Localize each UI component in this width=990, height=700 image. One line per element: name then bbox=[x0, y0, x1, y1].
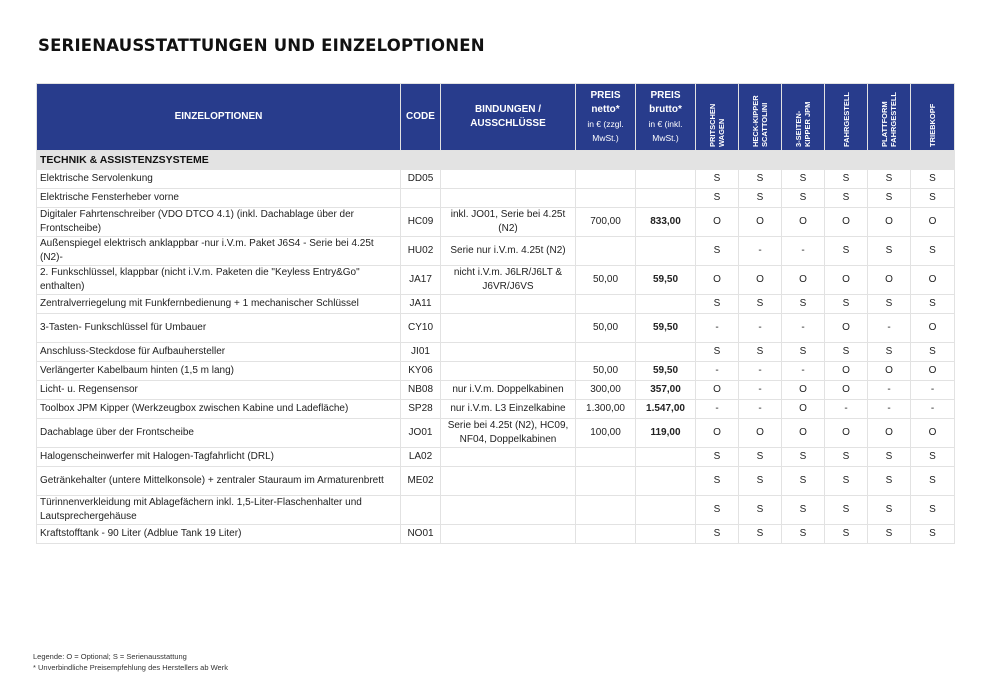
table-row bbox=[37, 208, 955, 237]
availability-cell: S bbox=[868, 467, 911, 496]
code-cell: HU02 bbox=[401, 237, 441, 266]
column-header-preis-netto bbox=[576, 84, 636, 151]
preis-brutto-cell bbox=[636, 496, 696, 525]
bindungen-cell: Serie bei 4.25t (N2), HC09, NF04, Doppelkabinen bbox=[441, 419, 576, 448]
availability-cell: S bbox=[782, 467, 825, 496]
availability-cell: S bbox=[782, 170, 825, 189]
availability-cell: O bbox=[911, 314, 955, 343]
availability-cell: S bbox=[868, 525, 911, 544]
availability-cell: S bbox=[911, 448, 955, 467]
preis-brutto-cell bbox=[636, 295, 696, 314]
table-row bbox=[37, 362, 955, 381]
table-row bbox=[37, 266, 955, 295]
availability-cell: S bbox=[911, 170, 955, 189]
preis-netto-cell bbox=[576, 295, 636, 314]
availability-cell: O bbox=[911, 266, 955, 295]
table-header-row bbox=[37, 84, 955, 151]
table-row bbox=[37, 343, 955, 362]
option-name-cell: Türinnenverkleidung mit Ablagefächern inkl. 1,5-Liter-Flaschenhalter und Lautsprechergehäuse bbox=[37, 496, 401, 525]
option-name-cell: Elektrische Fensterheber vorne bbox=[37, 189, 401, 208]
code-cell bbox=[401, 189, 441, 208]
table-row bbox=[37, 400, 955, 419]
availability-cell: O bbox=[868, 266, 911, 295]
column-header-einzeloptionen: EINZELOPTIONEN bbox=[37, 84, 401, 151]
legend-line: Legende: O = Optional; S = Serienausstattung bbox=[33, 652, 187, 661]
availability-cell: S bbox=[696, 525, 739, 544]
option-name-cell: Digitaler Fahrtenschreiber (VDO DTCO 4.1) (inkl. Dachablage über der Frontscheibe) bbox=[37, 208, 401, 237]
footnote-line: * Unverbindliche Preisempfehlung des Herstellers ab Werk bbox=[33, 663, 228, 672]
availability-cell: - bbox=[868, 314, 911, 343]
bindungen-cell bbox=[441, 525, 576, 544]
preis-brutto-cell bbox=[636, 343, 696, 362]
availability-cell: S bbox=[739, 170, 782, 189]
preis-brutto-cell bbox=[636, 237, 696, 266]
availability-cell: O bbox=[825, 266, 868, 295]
preis-netto-cell: 300,00 bbox=[576, 381, 636, 400]
variant-label: TRIEBKOPF bbox=[928, 103, 937, 147]
availability-cell: - bbox=[739, 314, 782, 343]
availability-cell: S bbox=[868, 237, 911, 266]
availability-cell: - bbox=[696, 400, 739, 419]
section-title: TECHNIK & ASSISTENZSYSTEME bbox=[37, 151, 955, 170]
code-cell: JI01 bbox=[401, 343, 441, 362]
preis-brutto-cell bbox=[636, 170, 696, 189]
availability-cell: S bbox=[911, 237, 955, 266]
preis-netto-cell: 50,00 bbox=[576, 314, 636, 343]
option-name-cell: Zentralverriegelung mit Funkfernbedienung + 1 mechanischer Schlüssel bbox=[37, 295, 401, 314]
preis-netto-cell bbox=[576, 237, 636, 266]
preis-brutto-cell: 1.547,00 bbox=[636, 400, 696, 419]
preis-netto-cell: 50,00 bbox=[576, 266, 636, 295]
code-cell: LA02 bbox=[401, 448, 441, 467]
availability-cell: S bbox=[825, 525, 868, 544]
availability-cell: O bbox=[696, 381, 739, 400]
code-cell: NO01 bbox=[401, 525, 441, 544]
table-row bbox=[37, 448, 955, 467]
availability-cell: - bbox=[739, 237, 782, 266]
availability-cell: S bbox=[825, 448, 868, 467]
variant-label: PRITSCHEN WAGEN bbox=[708, 103, 726, 147]
availability-cell: S bbox=[911, 496, 955, 525]
availability-cell: - bbox=[739, 381, 782, 400]
preis-brutto-cell: 59,50 bbox=[636, 362, 696, 381]
preis-brutto-cell: 59,50 bbox=[636, 266, 696, 295]
availability-cell: O bbox=[739, 419, 782, 448]
availability-cell: S bbox=[739, 295, 782, 314]
preis-brutto-cell: 357,00 bbox=[636, 381, 696, 400]
availability-cell: S bbox=[696, 237, 739, 266]
availability-cell: O bbox=[868, 208, 911, 237]
code-cell: JA17 bbox=[401, 266, 441, 295]
section-row bbox=[37, 151, 955, 170]
table-row bbox=[37, 381, 955, 400]
column-header-bindungen: BINDUNGEN / AUSSCHLÜSSE bbox=[441, 84, 576, 151]
availability-cell: S bbox=[696, 448, 739, 467]
availability-cell: S bbox=[696, 295, 739, 314]
availability-cell: S bbox=[825, 237, 868, 266]
option-name-cell: Halogenscheinwerfer mit Halogen-Tagfahrlicht (DRL) bbox=[37, 448, 401, 467]
option-name-cell: 3-Tasten- Funkschlüssel für Umbauer bbox=[37, 314, 401, 343]
code-cell: JO01 bbox=[401, 419, 441, 448]
availability-cell: S bbox=[696, 189, 739, 208]
availability-cell: S bbox=[696, 467, 739, 496]
code-cell: KY06 bbox=[401, 362, 441, 381]
column-header-triebkopf bbox=[911, 84, 955, 151]
code-cell: HC09 bbox=[401, 208, 441, 237]
availability-cell: O bbox=[739, 208, 782, 237]
option-name-cell: Getränkehalter (untere Mittelkonsole) + zentraler Stauraum im Armaturenbrett bbox=[37, 467, 401, 496]
code-cell: NB08 bbox=[401, 381, 441, 400]
bindungen-cell bbox=[441, 496, 576, 525]
availability-cell: O bbox=[696, 208, 739, 237]
bindungen-cell bbox=[441, 362, 576, 381]
table-row bbox=[37, 467, 955, 496]
preis-netto-cell bbox=[576, 170, 636, 189]
availability-cell: O bbox=[782, 381, 825, 400]
variant-label: FAHRGESTELL bbox=[841, 91, 851, 147]
column-header-code: CODE bbox=[401, 84, 441, 151]
availability-cell: O bbox=[825, 208, 868, 237]
availability-cell: S bbox=[782, 295, 825, 314]
option-name-cell: Verlängerter Kabelbaum hinten (1,5 m lang) bbox=[37, 362, 401, 381]
bindungen-cell bbox=[441, 189, 576, 208]
option-name-cell: Licht- u. Regensensor bbox=[37, 381, 401, 400]
column-header-pritschenwagen bbox=[696, 84, 739, 151]
availability-cell: S bbox=[739, 448, 782, 467]
availability-cell: O bbox=[868, 362, 911, 381]
availability-cell: S bbox=[868, 448, 911, 467]
bindungen-cell: inkl. JO01, Serie bei 4.25t (N2) bbox=[441, 208, 576, 237]
availability-cell: O bbox=[825, 381, 868, 400]
availability-cell: S bbox=[739, 189, 782, 208]
code-cell: CY10 bbox=[401, 314, 441, 343]
preis-netto-cell bbox=[576, 467, 636, 496]
availability-cell: - bbox=[739, 400, 782, 419]
column-header-heck-kipper bbox=[739, 84, 782, 151]
availability-cell: O bbox=[825, 419, 868, 448]
availability-cell: O bbox=[739, 266, 782, 295]
column-header-preis-brutto bbox=[636, 84, 696, 151]
preis-netto-sub: in € (zzgl. MwSt.) bbox=[587, 119, 624, 143]
table-row bbox=[37, 189, 955, 208]
availability-cell: - bbox=[868, 381, 911, 400]
preis-netto-cell: 100,00 bbox=[576, 419, 636, 448]
bindungen-cell bbox=[441, 448, 576, 467]
availability-cell: S bbox=[825, 343, 868, 362]
availability-cell: S bbox=[782, 448, 825, 467]
availability-cell: S bbox=[739, 496, 782, 525]
table-row bbox=[37, 496, 955, 525]
option-name-cell: 2. Funkschlüssel, klappbar (nicht i.V.m. Paketen die "Keyless Entry&Go" enthalten) bbox=[37, 266, 401, 295]
preis-brutto-sub: in € (inkl. MwSt.) bbox=[648, 119, 683, 143]
options-table bbox=[36, 83, 955, 544]
availability-cell: S bbox=[782, 189, 825, 208]
availability-cell: - bbox=[911, 400, 955, 419]
bindungen-cell bbox=[441, 314, 576, 343]
preis-netto-cell: 700,00 bbox=[576, 208, 636, 237]
availability-cell: S bbox=[696, 343, 739, 362]
bindungen-cell: nicht i.V.m. J6LR/J6LT & J6VR/J6VS bbox=[441, 266, 576, 295]
bindungen-cell bbox=[441, 295, 576, 314]
variant-label: 3-SEITEN- KIPPER JPM bbox=[794, 101, 812, 147]
availability-cell: O bbox=[782, 419, 825, 448]
preis-brutto-cell: 833,00 bbox=[636, 208, 696, 237]
availability-cell: O bbox=[696, 266, 739, 295]
preis-brutto-cell bbox=[636, 525, 696, 544]
availability-cell: - bbox=[868, 400, 911, 419]
availability-cell: S bbox=[782, 496, 825, 525]
preis-netto-label: PREIS netto* bbox=[590, 90, 621, 115]
availability-cell: O bbox=[825, 362, 868, 381]
availability-cell: S bbox=[825, 467, 868, 496]
preis-brutto-cell: 119,00 bbox=[636, 419, 696, 448]
option-name-cell: Kraftstofftank - 90 Liter (Adblue Tank 19 Liter) bbox=[37, 525, 401, 544]
page-title: SERIENAUSSTATTUNGEN UND EINZELOPTIONEN bbox=[38, 36, 485, 55]
column-header-plattform-fahrgestell bbox=[868, 84, 911, 151]
availability-cell: S bbox=[825, 170, 868, 189]
preis-netto-cell bbox=[576, 343, 636, 362]
preis-netto-cell bbox=[576, 525, 636, 544]
availability-cell: S bbox=[739, 467, 782, 496]
availability-cell: S bbox=[825, 189, 868, 208]
preis-brutto-cell bbox=[636, 448, 696, 467]
variant-label: PLATTFORM FAHRGESTELL bbox=[880, 91, 898, 147]
availability-cell: S bbox=[782, 525, 825, 544]
availability-cell: S bbox=[739, 525, 782, 544]
availability-cell: S bbox=[739, 343, 782, 362]
option-name-cell: Anschluss-Steckdose für Aufbauhersteller bbox=[37, 343, 401, 362]
availability-cell: S bbox=[868, 343, 911, 362]
preis-brutto-cell: 59,50 bbox=[636, 314, 696, 343]
variant-label: HECK-KIPPER SCATTOLINI bbox=[751, 95, 769, 147]
code-cell: DD05 bbox=[401, 170, 441, 189]
preis-netto-cell: 1.300,00 bbox=[576, 400, 636, 419]
option-name-cell: Dachablage über der Frontscheibe bbox=[37, 419, 401, 448]
availability-cell: O bbox=[782, 266, 825, 295]
option-name-cell: Elektrische Servolenkung bbox=[37, 170, 401, 189]
code-cell: ME02 bbox=[401, 467, 441, 496]
availability-cell: S bbox=[696, 170, 739, 189]
availability-cell: O bbox=[782, 400, 825, 419]
table-row bbox=[37, 525, 955, 544]
preis-netto-cell bbox=[576, 448, 636, 467]
availability-cell: S bbox=[868, 170, 911, 189]
availability-cell: O bbox=[868, 419, 911, 448]
preis-netto-cell bbox=[576, 189, 636, 208]
legend bbox=[33, 651, 228, 673]
table-row bbox=[37, 237, 955, 266]
availability-cell: - bbox=[782, 314, 825, 343]
bindungen-cell bbox=[441, 170, 576, 189]
availability-cell: - bbox=[911, 381, 955, 400]
availability-cell: - bbox=[782, 237, 825, 266]
code-cell: SP28 bbox=[401, 400, 441, 419]
availability-cell: O bbox=[782, 208, 825, 237]
availability-cell: S bbox=[696, 496, 739, 525]
table-row bbox=[37, 314, 955, 343]
bindungen-cell: nur i.V.m. Doppelkabinen bbox=[441, 381, 576, 400]
availability-cell: - bbox=[696, 362, 739, 381]
preis-brutto-cell bbox=[636, 189, 696, 208]
table-row bbox=[37, 295, 955, 314]
column-header-fahrgestell bbox=[825, 84, 868, 151]
availability-cell: O bbox=[696, 419, 739, 448]
table-row bbox=[37, 170, 955, 189]
availability-cell: S bbox=[782, 343, 825, 362]
bindungen-cell: nur i.V.m. L3 Einzelkabine bbox=[441, 400, 576, 419]
availability-cell: - bbox=[739, 362, 782, 381]
availability-cell: S bbox=[825, 295, 868, 314]
availability-cell: S bbox=[868, 189, 911, 208]
availability-cell: - bbox=[696, 314, 739, 343]
availability-cell: O bbox=[911, 208, 955, 237]
availability-cell: S bbox=[911, 343, 955, 362]
preis-brutto-label: PREIS brutto* bbox=[649, 90, 682, 115]
bindungen-cell bbox=[441, 343, 576, 362]
option-name-cell: Toolbox JPM Kipper (Werkzeugbox zwischen Kabine und Ladefläche) bbox=[37, 400, 401, 419]
availability-cell: O bbox=[825, 314, 868, 343]
table-row bbox=[37, 419, 955, 448]
preis-netto-cell: 50,00 bbox=[576, 362, 636, 381]
availability-cell: O bbox=[911, 419, 955, 448]
availability-cell: S bbox=[911, 189, 955, 208]
preis-brutto-cell bbox=[636, 467, 696, 496]
availability-cell: S bbox=[868, 496, 911, 525]
availability-cell: S bbox=[911, 467, 955, 496]
preis-netto-cell bbox=[576, 496, 636, 525]
code-cell bbox=[401, 496, 441, 525]
availability-cell: O bbox=[911, 362, 955, 381]
code-cell: JA11 bbox=[401, 295, 441, 314]
bindungen-cell bbox=[441, 467, 576, 496]
bindungen-cell: Serie nur i.V.m. 4.25t (N2) bbox=[441, 237, 576, 266]
availability-cell: - bbox=[825, 400, 868, 419]
availability-cell: S bbox=[825, 496, 868, 525]
option-name-cell: Außenspiegel elektrisch anklappbar -nur i.V.m. Paket J6S4 - Serie bei 4.25t (N2)- bbox=[37, 237, 401, 266]
availability-cell: S bbox=[911, 525, 955, 544]
column-header-3-seiten-kipper bbox=[782, 84, 825, 151]
availability-cell: S bbox=[868, 295, 911, 314]
availability-cell: - bbox=[782, 362, 825, 381]
availability-cell: S bbox=[911, 295, 955, 314]
